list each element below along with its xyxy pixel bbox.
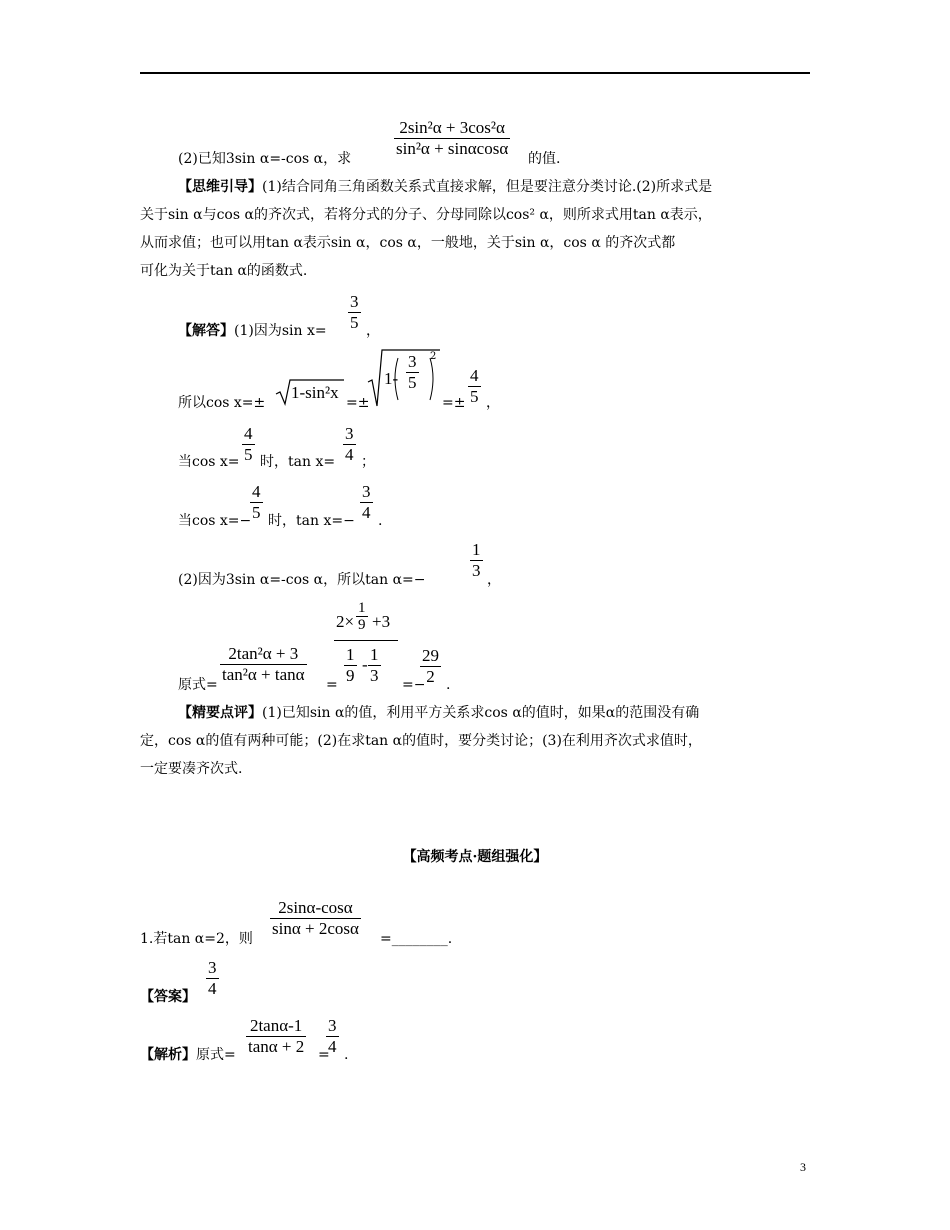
square-exponent: 2 bbox=[430, 351, 437, 362]
frac-3-4: $\frac{3}{4}$ bbox=[345, 424, 354, 464]
key-fraction: $\frac{3}{4}$ bbox=[208, 958, 217, 998]
page-number: 3 bbox=[800, 1160, 806, 1174]
q1-fraction: $\frac{2\sin\alpha-\cos\alpha}{\sin\alpha + 2\cos\alpha}$ bbox=[272, 898, 359, 938]
answer-line-6c: =− bbox=[402, 677, 426, 693]
review-line-1: 【精要点评】(1)已知sin α的值，利用平方关系求cos α的值时，如果α的范围没有确 bbox=[178, 705, 700, 721]
cos-value-fraction: $\frac{4}{5}$ bbox=[470, 366, 479, 406]
answer-line-3a: 当cos x= bbox=[178, 454, 240, 470]
q1-text: 1.若tan α=2，则 bbox=[140, 931, 253, 947]
inner-fraction: $\frac{3}{5}$ bbox=[408, 352, 417, 392]
answer-line-6a: 原式= bbox=[178, 677, 218, 693]
comma: ， bbox=[366, 323, 380, 339]
q1-blank: =________. bbox=[380, 931, 453, 947]
answer-line-4a: 当cos x=− bbox=[178, 513, 252, 529]
comma: ， bbox=[486, 395, 500, 411]
question-2-tail: 的值. bbox=[528, 151, 561, 167]
answer-line-1: 【解答】(1)因为sin x= bbox=[178, 323, 327, 339]
analysis-equals: = bbox=[318, 1047, 330, 1063]
answer-line-5a: (2)因为3sin α=-cos α，所以tan α=− bbox=[178, 572, 426, 588]
answer-line-6b: = bbox=[326, 677, 338, 693]
key-label: 【答案】 bbox=[140, 989, 196, 1005]
analysis-line: 【解析】原式= bbox=[140, 1047, 236, 1063]
sin-value-fraction: $\frac{3}{5}$ bbox=[350, 292, 359, 332]
frac-3-4-neg: $\frac{3}{4}$ bbox=[362, 482, 371, 522]
answer-line-4c: . bbox=[378, 513, 383, 529]
review-line-2: 定，cos α的值有两种可能；(2)在求tan α的值时，要分类讨论；(3)在利用齐次式求值时， bbox=[140, 733, 702, 749]
think-line-2: 关于sin α与cos α的齐次式，若将分式的分子、分母同除以cos² α，则所求式用tan α表示， bbox=[140, 207, 712, 223]
frac-1-3: $\frac{1}{3}$ bbox=[472, 540, 481, 580]
analysis-result-fraction: $\frac{3}{4}$ bbox=[328, 1016, 337, 1056]
tan-fraction: $\frac{\text{2tan²α + 3}}{\text{tan²α + tanα}}$ bbox=[222, 644, 305, 684]
think-line-4: 可化为关于tan α的函数式. bbox=[140, 263, 308, 279]
sqrt-content-2: 1- bbox=[384, 369, 399, 388]
answer-line-2a: 所以cos x=± bbox=[178, 395, 266, 411]
question-2-text: (2)已知3sin α=-cos α，求 bbox=[178, 151, 352, 167]
question-fraction: $\frac{\text{2sin²α + 3cos²α}}{\text{sin²α + sinαcosα}}$ bbox=[396, 118, 509, 158]
top-rule bbox=[140, 72, 810, 74]
review-line-3: 一定要凑齐次式. bbox=[140, 761, 243, 777]
analysis-fraction: $\frac{2\tan\alpha-1}{\tan\alpha + 2}$ bbox=[248, 1016, 305, 1056]
answer-line-3b: 时，tan x= bbox=[260, 454, 336, 470]
think-line-1: 【思维引导】(1)结合同角三角函数关系式直接求解，但是要注意分类讨论.(2)所求式是 bbox=[178, 179, 713, 195]
complex-fraction: 2× $\frac{1}{9}$ +3 $\frac{1}{9}$ - $\frac{1}{3}$ bbox=[334, 600, 398, 685]
sqrt-content-1: 1-sin²x bbox=[291, 383, 339, 402]
analysis-period: . bbox=[344, 1047, 349, 1063]
frac-29-2: $\frac{29}{2}$ bbox=[422, 646, 439, 686]
answer-line-3c: ； bbox=[361, 454, 375, 470]
section-title: 【高频考点·题组强化】 bbox=[402, 849, 548, 865]
think-line-3: 从而求值；也可以用tan α表示sin α，cos α，一般地，关于sin α，cos α 的齐次式都 bbox=[140, 235, 676, 251]
answer-line-6d: . bbox=[446, 677, 451, 693]
answer-line-2c: =± bbox=[442, 395, 466, 411]
answer-line-5b: ， bbox=[487, 572, 501, 588]
answer-line-2b: =± bbox=[346, 395, 370, 411]
frac-4-5: $\frac{4}{5}$ bbox=[244, 424, 253, 464]
answer-line-4b: 时，tan x=− bbox=[268, 513, 355, 529]
frac-4-5-neg: $\frac{4}{5}$ bbox=[252, 482, 261, 522]
